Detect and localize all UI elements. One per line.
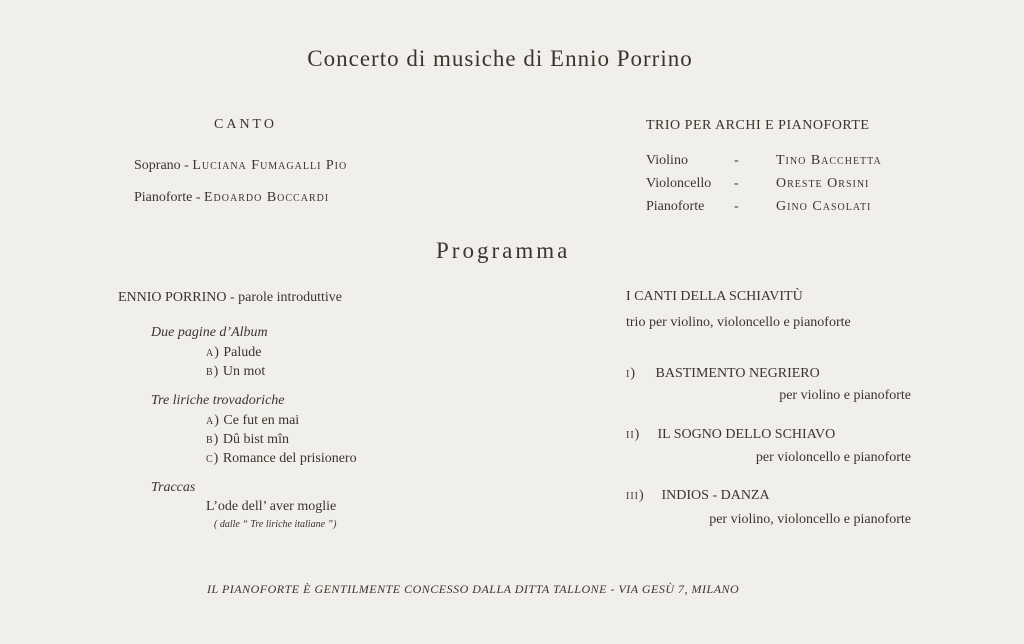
trio-role: Violoncello: [646, 176, 712, 191]
work-title: I CANTI DELLA SCHIAVITÙ: [626, 289, 803, 304]
movement-scoring: per violino e pianoforte: [779, 388, 911, 403]
item-text: Romance del prisionero: [222, 451, 357, 466]
movement-number: i): [626, 366, 636, 381]
item-text: Un mot: [222, 364, 266, 379]
separator: -: [734, 153, 739, 168]
page-title: Concerto di musiche di Ennio Porrino: [307, 46, 693, 71]
work-subtitle: trio per violino, violoncello e pianoforte: [626, 315, 851, 330]
item-label: b): [206, 432, 220, 447]
list-item: [206, 413, 299, 429]
movement-scoring: per violino, violoncello e pianoforte: [709, 512, 911, 527]
item-label: a): [206, 413, 220, 428]
item-label: a): [206, 345, 220, 360]
separator: -: [184, 158, 189, 173]
group-title: Traccas: [151, 480, 196, 495]
list-item: [206, 432, 289, 448]
separator: -: [734, 176, 739, 191]
trio-name: Tino Bacchetta: [776, 153, 882, 168]
performer-name: Edoardo Boccardi: [204, 190, 330, 205]
movement-number: iii): [626, 488, 645, 503]
group-title: Tre liriche trovadoriche: [151, 393, 285, 408]
movement-name: INDIOS - DANZA: [661, 488, 770, 503]
separator: -: [734, 199, 739, 214]
list-item: [206, 451, 357, 467]
trio-heading: TRIO PER ARCHI E PIANOFORTE: [646, 118, 870, 133]
trio-role: Violino: [646, 153, 688, 168]
separator: -: [195, 190, 201, 205]
movement-number: ii): [626, 427, 641, 442]
canto-heading: CANTO: [214, 117, 277, 132]
movement-title: [626, 488, 770, 504]
movement-name: BASTIMENTO NEGRIERO: [655, 366, 820, 381]
movement-scoring: per violoncello e pianoforte: [755, 450, 911, 465]
item-label: b): [206, 364, 220, 379]
footer-note: IL PIANOFORTE È GENTILMENTE CONCESSO DALLA DITTA TALLONE - VIA GESÙ 7, MILANO: [207, 582, 740, 596]
performer-role: Soprano: [134, 158, 181, 173]
program-intro: ENNIO PORRINO - parole introduttive: [118, 290, 342, 305]
performer-name: Luciana Fumagalli Pio: [192, 158, 348, 173]
item-text: Ce fut en mai: [223, 413, 300, 428]
performer-role: Pianoforte: [134, 190, 193, 205]
piece-title: L’ode dell’ aver moglie: [206, 499, 337, 514]
list-item: [206, 345, 262, 361]
movement-name: IL SOGNO DELLO SCHIAVO: [657, 427, 836, 442]
canto-performer: [134, 190, 329, 206]
program-heading: Programma: [436, 238, 571, 263]
group-title: Due pagine d’Album: [151, 325, 268, 340]
trio-name: Oreste Orsini: [776, 176, 870, 191]
trio-name: Gino Casolati: [776, 199, 872, 214]
movement-title: [626, 366, 820, 382]
item-text: Palude: [223, 345, 262, 360]
item-text: Dû bist mîn: [222, 432, 289, 447]
trio-role: Pianoforte: [646, 199, 705, 214]
item-label: c): [206, 451, 220, 466]
list-item: [206, 364, 265, 380]
canto-performer: [134, 158, 347, 174]
piece-note: ( dalle “ Tre liriche italiane ”): [214, 519, 337, 530]
movement-title: [626, 427, 835, 443]
